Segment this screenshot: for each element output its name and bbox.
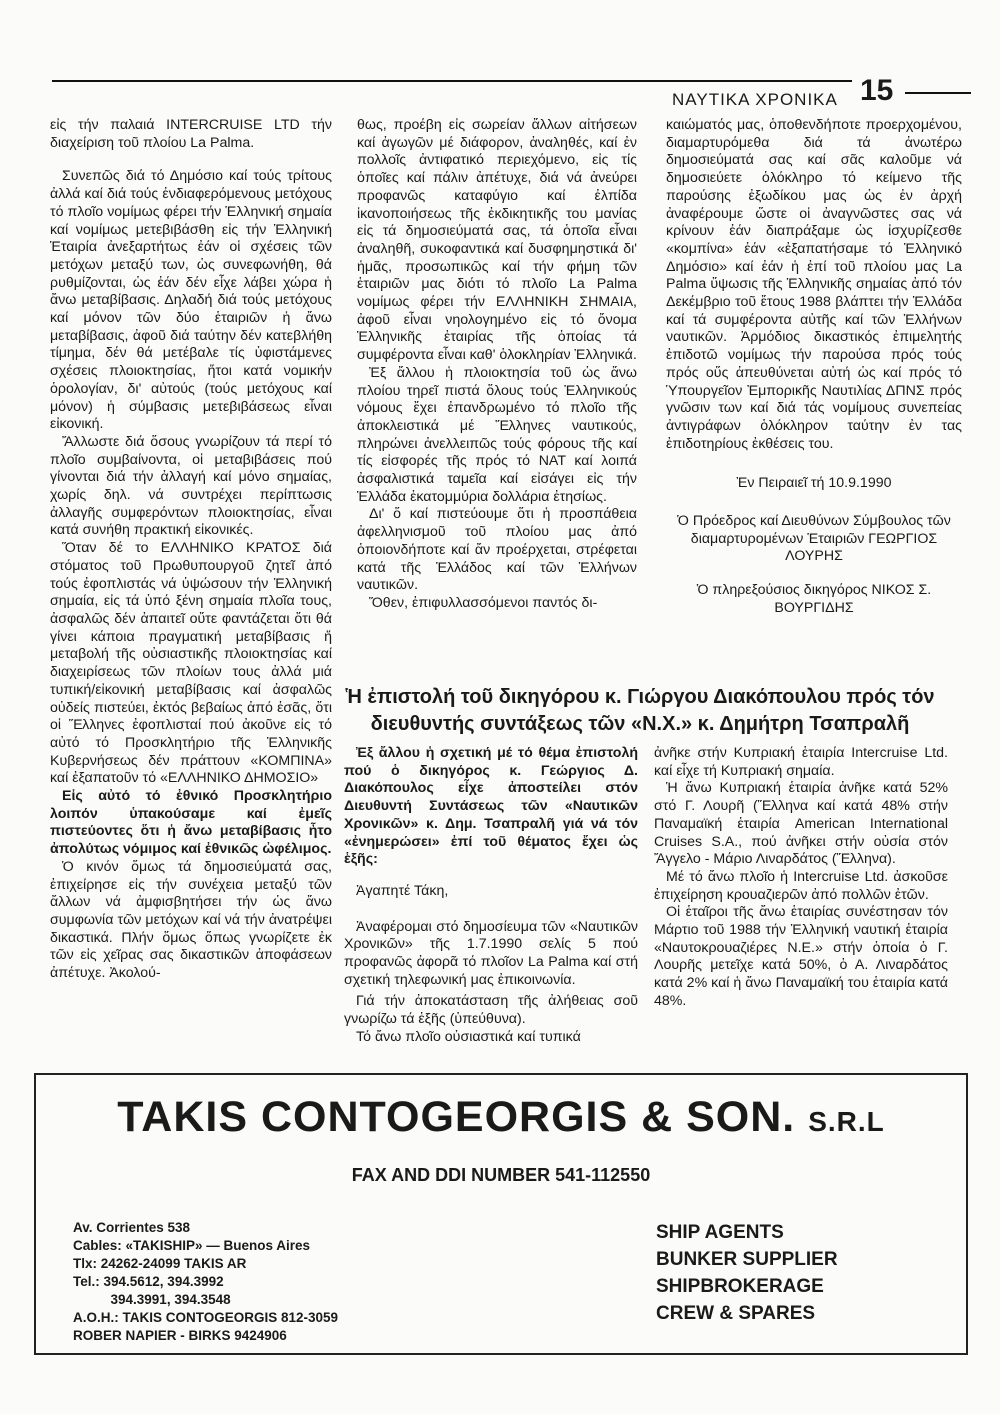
ad-company-suffix: S.R.L [808, 1106, 885, 1137]
ad-company: TAKIS CONTOGEORGIS & SON. [117, 1093, 796, 1141]
paragraph: Συνεπῶς διά τό Δημόσιο καί τούς τρίτους ἀλλά καί διά τούς ἐνδιαφερόμενους μετόχους τό πλοῖο νομίμως φέρει τήν Ἑλληνική σημαία καί νομίμως μετεβιβάσθη εἰς τήν Ἑλληνική Ἑταιρία ἀνεξαρτήτως ἐάν οἱ σχέσεις τῶν μετόχων μεταξύ των, ὡς συνεφωνήθη, θά ρυθμίζονται, ὡς ἐάν δέν εἶχε λάβει χώρα ἡ ἄνω μεταβίβασις. Δηλαδή διά τούς μετόχους καί μόνον τῶν δύο ἑταιριῶν ἡ ἄνω μεταβίβασις, ἀφοῦ διά ταύτην δέν κατεβλήθη τίμημα, δέν θά μετέβαλε τίς ὑφιστάμενες σχέσεις πλοιοκτησίας, ἤτοι κατά νομικήν ὁρολογίαν, δι' αὐτούς (τούς μετόχους καί μόνον) ἡ σύμβασις μετεβιβάσεως εἶναι εἰκονική. [50, 168, 332, 433]
paragraph: Ὁ κινόν ὅμως τά δημοσιεύματά σας, ἐπιχείρησε εἰς τήν συνέχεια μεταξύ τῶν ἄλλων νά ἀμφισβητήσει τήν ὡς ἄνω συμφωνία τῶν μετόχων καί νά τήν ἀνατρέψει δικαστικά. Πλήν ὅμως ὅπως γνωρίζετε ἐκ τῶν εἰς χεῖρας σας δικαστικῶν ἀποφάσεων ἀπέτυχε. Ἀκολού- [50, 858, 332, 982]
paragraph: θως, προέβη εἰς σωρείαν ἄλλων αἰτήσεων καί ἀγωγῶν μέ διάφορον, ἀναληθές, καί ἐν πολλοῖς ἀντιφατικό περιεχόμενο, εἰς τίς ὁποῖες καί πάλιν ἀπέτυχε, διά νά ἀνεύρει προφανῶς καταφύγιο καί ἐλπίδα ἱκανοποιήσεως τῆς ἐκδικητικῆς του μανίας εἰς τά δημοσιεύματά σας, τά ὁποῖα εἶναι ἀναληθῆ, συκοφαντικά καί δυσφημηστικά δι' ἡμᾶς, προσωπικῶς καί τήν φήμη τῶν ἑταιριῶν μας διότι τό πλοῖο La Palma νομίμως φέρει τήν ΕΛΛΗΝΙΚΗ ΣΗΜΑΙΑ, ἀφοῦ εἶναι νηολογημένο εἰς τό ὄνομα Ἑλληνικῆς ἑταιρίας τῆς ὁποίας τά συμφέροντα εἶναι καθ' ὁλοκληρίαν Ἑλληνικά. [357, 117, 637, 364]
article-column-4 [344, 745, 638, 1047]
paragraph: ἀνῆκε στήν Κυπριακή ἑταιρία Intercruise Ltd. καί εἶχε τή Κυπριακή σημαία. [654, 745, 948, 779]
ad-address-line: A.O.H.: TAKIS CONTOGEORGIS 812-3059 [73, 1310, 339, 1325]
ad-company-name [36, 1093, 966, 1142]
paragraph: Ἐξ ἄλλου ἡ σχετική μέ τό θέμα ἐπιστολή πού ὁ δικηγόρος κ. Γεώργιος Δ. Διακόπουλος εἶχε ἀποστείλει στόν Διευθυντή Συντάσεως τῶν «Ναυτικῶν Χρονικῶν» κ. Δημ. Τσαπραλῆ γιά νά τόν «ἐνημερώσει» ἐπί τοῦ θέματος ἔχει ὡς ἑξῆς: [344, 745, 638, 868]
paragraph: Ἐξ ἄλλου ἡ πλοιοκτησία τοῦ ὡς ἄνω πλοίου τηρεῖ πιστά ὅλους τούς Ἑλληνικούς νόμους ἔχει ἐπανδρωμένο τό πλοῖο τῆς ἀποκλειστικά μέ Ἕλληνες ναυτικούς, πληρώνει ἀνελλειπῶς τούς φόρους τῆς καί τίς εἰσφορές τῆς πρός τό ΝΑΤ καί λοιπά ἀσφαλιστικά ταμεῖα καί εἰσάγει εἰς τήν Ἑλλάδα ἑκατομμύρια δολλάρια ἐτησίως. [357, 364, 637, 505]
header-rule-right [905, 92, 971, 94]
paragraph: εἰς τήν παλαιά INTERCRUISE LTD τήν διαχείριση τοῦ πλοίου La Palma. [50, 117, 332, 151]
headline-line-1: Ἡ ἐπιστολή τοῦ δικηγόρου κ. Γιώργου Διακόπουλου πρός τόν [345, 686, 935, 708]
paragraph: Οἱ ἑταῖροι τῆς ἄνω ἑταιρίας συνέστησαν τόν Μάρτιο τοῦ 1988 τήν Ἑλληνική ναυτική ἑταιρία «Ναυτοκρουαζιέρες Ν.Ε.» στήν ὁποία ὁ Γ. Λουρῆς μετεῖχε κατά 50%, ὁ Α. Λιναρδάτος κατά 2% καί ἡ ἄνω Παναμαϊκή του ἑταιρία κατά 48%. [654, 904, 948, 1009]
article-column-1 [50, 117, 332, 983]
paragraph: Ἀναφέρομαι στό δημοσίευμα τῶν «Ναυτικῶν Χρονικῶν» τῆς 1.7.1990 σελίς 5 πού προφανῶς ἀφορᾶ τό πλοῖον La Palma καί στή σχετική τηλεφωνική μας ἐπικοινωνία. [344, 918, 638, 988]
ad-fax-number: FAX AND DDI NUMBER 541-112550 [351, 1165, 651, 1185]
article-column-3 [666, 117, 962, 618]
publication-title: ΝΑΥΤΙΚΑ ΧΡΟΝΙΚΑ [672, 90, 838, 109]
ad-service-item: BUNKER SUPPLIER [656, 1249, 838, 1270]
article-column-2 [357, 117, 637, 613]
ad-address-line: Av. Corrientes 538 [73, 1220, 191, 1235]
ad-service-item: SHIP AGENTS [656, 1222, 784, 1243]
paragraph: Ὅταν δέ το ΕΛΛΗΝΙΚΟ ΚΡΑΤΟΣ διά στόματος τοῦ Πρωθυπουργοῦ ζητεῖ ἀπό τούς ἐφοπλιστάς νά ὑψώσουν τήν Ἑλληνική σημαία, εἰς τά ὑπό ξένη σημαία πλοῖα τους, ἀσφαλῶς δέν ἀπαιτεῖ οὔτε φαντάζεται ὅτι θά γίνει κάποια πραγματική μεταβίβασις ἤ μεταβολή τῆς οὐσιαστικῆς πλοιοκτησίας καί διαχειρίσεως τῶν πλοίων τους ἀλλά μιά τυπική/εἰκονική μεταβίβασις καί ἀσφαλῶς οὐδείς πιστεύει, ἐκτός βεβαίως ἀπό ἐσᾶς, ὅτι οἱ Ἕλληνες ἐφοπλισταί πού ἀκοῦνε εἰς τό αὐτό τό Προσκλητήριο τῆς Ἑλληνικῆς Κυβερνήσεως δέν πράττουν «ΚΟΜΠΙΝΑ» καί ἐξαπατοῦν τό «ΕΛΛΗΝΙΚΟ ΔΗΜΟΣΙΟ» [50, 540, 332, 787]
article-headline [300, 684, 980, 738]
paragraph: Εἰς αὐτό τό ἐθνικό Προσκλητήριο λοιπόν ὑπακούσαμε καί ἐμεῖς πιστεύοντες ὅτι ἡ ἄνω μεταβίβασις ἦτο ἀπολύτως νόμιμος καί ἐθνικῶς ὠφέλιμος. [50, 788, 332, 858]
paragraph: Μέ τό ἄνω πλοῖο ἡ Intercruise Ltd. ἀσκοῦσε ἐπιχείρηση κρουαζιερῶν ἀπό πολλῶν ἐτῶν. [654, 868, 948, 903]
ad-service-item: CREW & SPARES [656, 1303, 816, 1324]
ad-services-list [656, 1219, 838, 1327]
date-line: Ἐν Πειραιεῖ τή 10.9.1990 [736, 475, 892, 492]
ad-address-line: Tlx: 24262-24099 TAKIS AR [73, 1256, 247, 1271]
ad-address-block [73, 1219, 338, 1345]
paragraph: Ἄλλωστε διά ὅσους γνωρίζουν τά περί τό πλοῖο συμβαίνοντα, οἱ μεταβιβάσεις πού γίνονται διά τήν ἀλλαγή καί μόνο σημαίας, χωρίς δηλ. νά συντρέχει περίπτωσις ἀλλαγῆς συμφερόντων πλοιοκτησίας, εἶναι κατά συνήθη πρακτική εἰκονικές. [50, 433, 332, 539]
advertisement-box [34, 1073, 968, 1355]
ad-address-line: Tel.: 394.5612, 394.3992 [73, 1274, 224, 1289]
paragraph: Δι' ὅ καί πιστεύουμε ὅτι ἡ προσπάθεια ἀφελληνισμοῦ τοῦ πλοίου μας ἀπό ὁποιονδήποτε καί ἄν προέρχεται, στρέφεται κατά τῆς Ἑλλάδος καί τῶν Ἑλλήνων ναυτικῶν. [357, 506, 637, 594]
paragraph: Γιά τήν ἀποκατάσταση τῆς ἀλήθειας σοῦ γνωρίζω τά ἑξῆς (ὑπεύθυνα). [344, 993, 638, 1028]
headline-line-2: διευθυντής συντάξεως τῶν «Ν.Χ.» κ. Δημήτρη Τσαπραλῆ [370, 713, 910, 735]
ad-address-line: Cables: «TAKISHIP» — Buenos Aires [73, 1238, 311, 1253]
page-number: 15 [860, 74, 894, 107]
article-column-5 [654, 745, 948, 1011]
header-rule-left [52, 80, 852, 82]
ad-address-line: ROBER NAPIER - BIRKS 9424906 [73, 1328, 287, 1343]
signature-lawyer: Ὁ πληρεξούσιος δικηγόρος ΝΙΚΟΣ Σ. ΒΟΥΡΓΙΔΗΣ [696, 582, 932, 616]
signature-president: Ὁ Πρόεδρος καί Διευθύνων Σύμβουλος τῶν διαμαρτυρομένων Ἑταιριῶν ΓΕΩΡΓΙΟΣ ΛΟΥΡΗΣ [677, 513, 951, 565]
ad-service-item: SHIPBROKERAGE [656, 1276, 824, 1297]
paragraph: Τό ἄνω πλοῖο οὐσιαστικά καί τυπικά [356, 1028, 581, 1045]
paragraph: Ὅθεν, ἐπιφυλλασσόμενοι παντός δι- [369, 594, 598, 611]
paragraph: καιώματός μας, ὁποθενδήποτε προερχομένου, διαμαρτυρόμεθα διά τά ἀνωτέρω δημοσιεύματά σας καί σᾶς καλοῦμε νά δημοσιεύετε ὁλόκληρο τό κείμενο τῆς παρούσης ἐξωδίκου μας ὡς ἐν ἀρχή ἀναφέρουμε ὥστε οἱ ἀναγνῶστες σας νά κρίνουν ἐάν διαπράξαμε ὡς ἰσχυρίζεσθε «κομπίνα» ἐάν «ἐξαπατήσαμε τό Ἑλληνικό Δημόσιο» καί ἐάν ἡ ἐπί τοῦ πλοίου μας La Palma ὕψωσις τῆς Ἑλληνικῆς σημαίας ἀπό τόν Δεκέμβριο τοῦ ἔτους 1988 βλάπτει τήν Ἑλλάδα καί τά συμφέροντα αὐτῆς καί τῶν Ἑλλήνων ναυτικῶν. Ἁρμόδιος δικαστικός ἐπιμελητής ἐπιδοτῶ νομίμως τήν παρούσα πρός τούς πρός οὕς ἀπευθύνεται αὐτή ὡς καί πρός τό Ὑπουργεῖον Ἐμπορικῆς Ναυτιλίας ΔΠΝΣ πρός γνῶσιν των καί διά τάς νομίμους συνεπείας ἀντιγράφων ὁλόκληρον ταύτην ἐν τας ἐπιδοτηρίους ἐκθέσεις του. [666, 117, 962, 452]
paragraph: Ἡ ἄνω Κυπριακή ἑταιρία ἀνῆκε κατά 52% στό Γ. Λουρῆ (Ἕλληνα καί κατά 48% στήν Παναμαϊκή ἑταιρία American International Cruises S.A., πού ἀνῆκει στήν οὐσία στόν Ἄγγελο - Μάριο Λιναρδάτος (Ἕλληνα). [654, 780, 948, 868]
ad-address-line: 394.3991, 394.3548 [73, 1292, 231, 1307]
salutation: Ἀγαπητέ Τάκη, [356, 882, 449, 899]
